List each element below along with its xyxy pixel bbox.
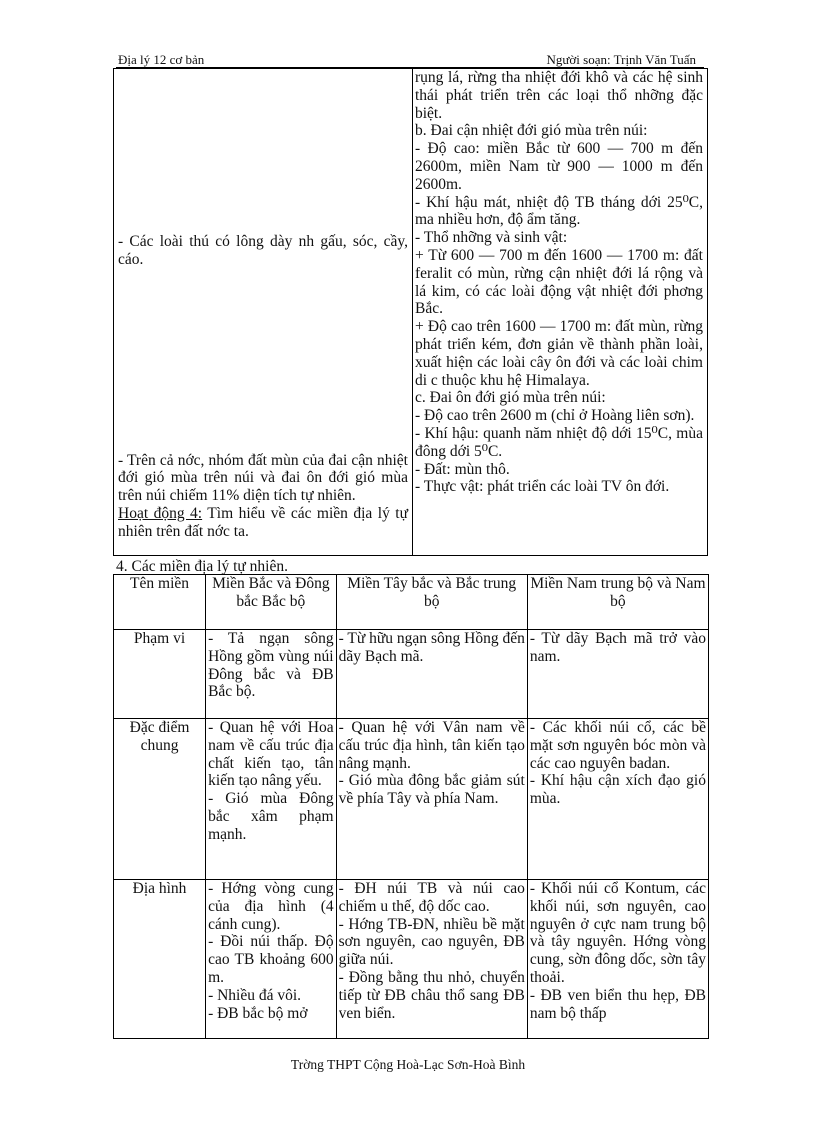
content-line: - Thực vật: phát triển các loài TV ôn đới. [415, 478, 670, 496]
content-line: + Từ 600 — 700 m đến 1600 — 1700 m: đất feralit có mùn, rừng cận nhiệt đới lá rộng và lá kim, có các loài động vật nhiệt đới phơng Bắc. [415, 246, 703, 318]
table-row [114, 719, 709, 880]
row-label: Phạm vi [114, 630, 206, 719]
teacher-activity-column [114, 69, 413, 556]
header-cell: Miền Nam trung bộ và Nam bộ [527, 575, 708, 630]
header-cell: Miền Bắc và Đông bắc Bắc bộ [206, 575, 337, 630]
content-heading-c: c. Đai ôn đới gió mùa trên núi: [415, 389, 606, 407]
table-cell: - Khối núi cổ Kontum, các khối núi, sơn nguyên, cao nguyên ở cực nam trung bộ và tây nguyên. Hớng vòng cung, sờn đông dốc, sờn tây thoải. - ĐB ven biển thu hẹp, ĐB nam bộ thấp [527, 880, 708, 1039]
row-label: Đặc điểm chung [114, 719, 206, 880]
content-column [413, 69, 708, 556]
content-line: - Thổ nhỡng và sinh vật: [415, 229, 568, 247]
activity-4-label: Hoạt động 4: [118, 504, 203, 522]
top-content-table [113, 68, 708, 556]
table-header-row [114, 575, 709, 630]
natural-zones-table [113, 574, 709, 1039]
content-line: - Khí hậu: quanh năm nhiệt độ dới 15⁰C, mùa đông dới 5⁰C. [415, 424, 703, 460]
table-cell: - Hớng vòng cung của địa hình (4 cánh cung). - Đồi núi thấp. Độ cao TB khoảng 600 m. - Nhiều đá vôi. - ĐB bắc bộ mở [206, 880, 337, 1039]
content-line: + Độ cao trên 1600 — 1700 m: đất mùn, rừng phát triển kém, đơn giản về thành phần loài, xuất hiện các loài cây ôn đới và các loài chim di c thuộc khu hệ Himalaya. [415, 318, 703, 389]
page-header [116, 52, 704, 68]
section-title: 4. Các miền địa lý tự nhiên. [116, 558, 288, 575]
table-cell: - Từ dãy Bạch mã trở vào nam. [527, 630, 708, 719]
activity-4-text: Tìm hiểu về các miền địa lý tự nhiên trên đất nớc ta. [118, 504, 408, 540]
content-line: - Độ cao trên 2600 m (chỉ ở Hoàng liên sơn). [415, 407, 695, 425]
header-author: Người soạn: Trịnh Văn Tuấn [546, 52, 696, 67]
table-cell: - Các khối núi cổ, các bề mặt sơn nguyên bóc mòn và các cao nguyên badan. - Khí hậu cận xích đạo gió mùa. [527, 719, 708, 880]
content-line: - Độ cao: miền Bắc từ 600 — 700 m đến 2600m, miền Nam từ 900 — 1000 m đến 2600m. [415, 140, 703, 193]
header-cell: Miền Tây bắc và Bắc trung bộ [336, 575, 527, 630]
content-heading-b: b. Đai cận nhiệt đới gió mùa trên núi: [415, 122, 648, 140]
row-label: Địa hình [114, 880, 206, 1039]
content-line: - Khí hậu mát, nhiệt độ TB tháng dới 25⁰C, ma nhiều hơn, độ ẩm tăng. [415, 193, 703, 229]
content-line: rụng lá, rừng tha nhiệt đới khô và các hệ sinh thái phát triển trên các loại thổ nhỡng đặc biệt. [415, 69, 703, 122]
page-footer: Trờng THPT Cộng Hoà-Lạc Sơn-Hoà Bình [290, 1057, 526, 1072]
header-subject: Địa lý 12 cơ bản [118, 52, 205, 67]
activity-4 [118, 505, 408, 541]
header-cell: Tên miền [114, 575, 206, 630]
content-line: - Đất: mùn thô. [415, 460, 510, 478]
table-row [114, 880, 709, 1039]
table-cell: - ĐH núi TB và núi cao chiếm u thế, độ dốc cao. - Hớng TB-ĐN, nhiều bề mặt sơn nguyên, cao nguyên, ĐB giữa núi. - Đồng bằng thu nhỏ, chuyển tiếp từ ĐB châu thổ sang ĐB ven biển. [336, 880, 527, 1039]
soil-note: - Trên cả nớc, nhóm đất mùn của đai cận nhiệt đới gió mùa trên núi và đai ôn đới gió mùa trên núi chiếm 11% diện tích tự nhiên. [118, 451, 408, 505]
table-cell: - Tả ngạn sông Hồng gồm vùng núi Đông bắc và ĐB Bắc bộ. [206, 630, 337, 719]
table-cell: - Quan hệ với Hoa nam về cấu trúc địa chất kiến tạo, tân kiến tạo nâng yếu. - Gió mùa Đông bắc xâm phạm mạnh. [206, 719, 337, 880]
table-cell: - Từ hữu ngạn sông Hồng đến dãy Bạch mã. [336, 630, 527, 719]
table-row [114, 630, 709, 719]
table-cell: - Quan hệ với Vân nam về cấu trúc địa hình, tân kiến tạo nâng mạnh. - Gió mùa đông bắc giảm sút về phía Tây và phía Nam. [336, 719, 527, 880]
animals-note: - Các loài thú có lông dày nh gấu, sóc, cầy, cáo. [118, 233, 408, 268]
